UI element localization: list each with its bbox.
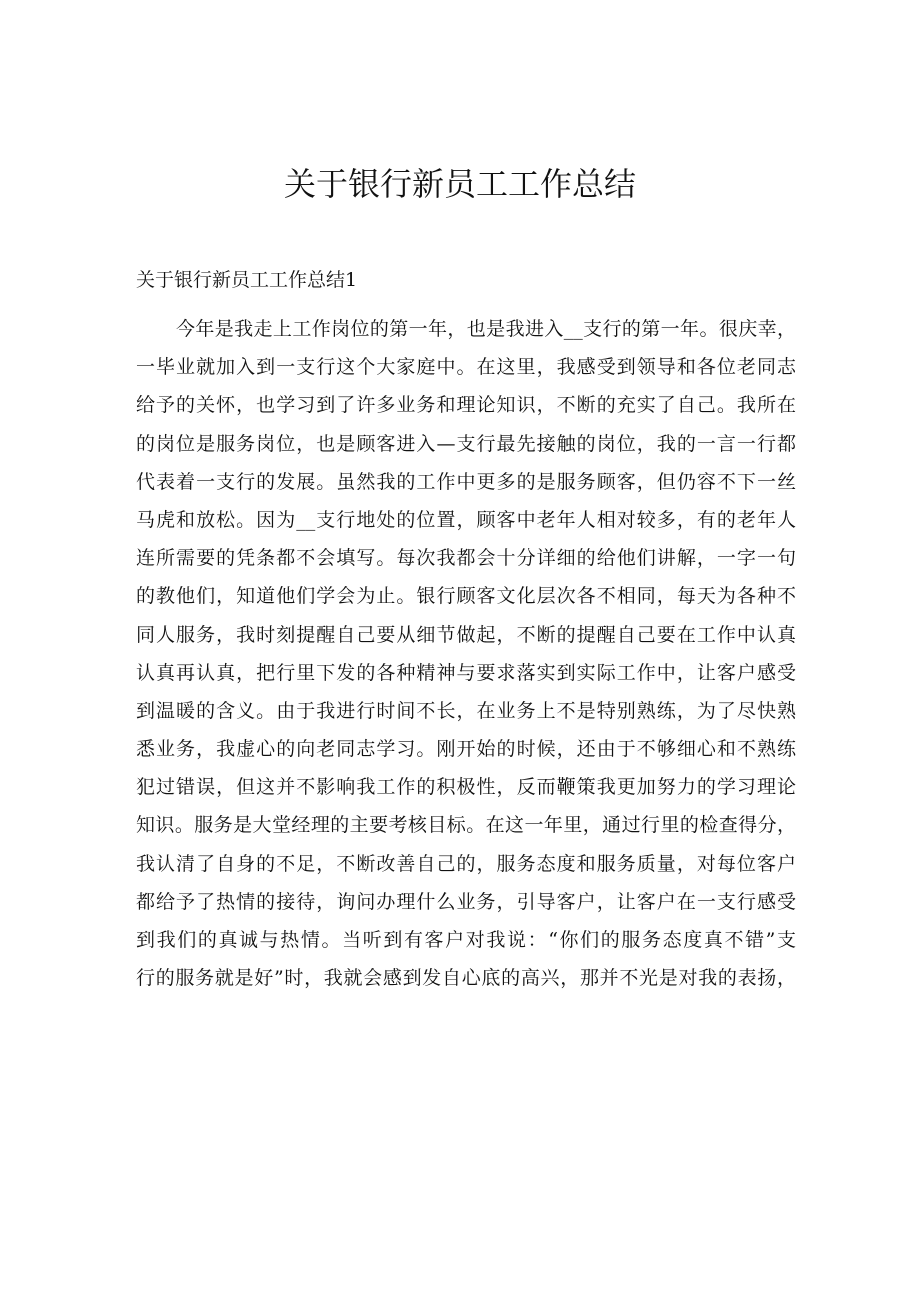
paragraph-line: 知识。服务是大堂经理的主要考核目标。在这一年里，通过行里的检查得分，: [136, 814, 796, 837]
paragraph-line: 都给予了热情的接待，询问办理什么业务，引导客户，让客户在一支行感受: [136, 890, 796, 913]
paragraph-line: 到我们的真诚与热情。当听到有客户对我说：“你们的服务态度真不错”支: [136, 929, 796, 951]
section-heading: 关于银行新员工工作总结1: [136, 269, 358, 291]
paragraph-line: 给予的关怀，也学习到了许多业务和理论知识，不断的充实了自己。我所在: [136, 394, 796, 417]
paragraph-line: 连所需要的凭条都不会填写。每次我都会十分详细的给他们讲解，一字一句: [136, 547, 796, 570]
paragraph-line: 同人服务，我时刻提醒自己要从细节做起，不断的提醒自己要在工作中认真: [136, 623, 796, 646]
paragraph-line: 的岗位是服务岗位，也是顾客进入—支行最先接触的岗位，我的一言一行都: [136, 432, 796, 455]
paragraph-line: 我认清了自身的不足，不断改善自己的，服务态度和服务质量，对每位客户: [136, 852, 796, 875]
paragraph-line: 代表着一支行的发展。虽然我的工作中更多的是服务顾客，但仍容不下一丝: [136, 470, 796, 493]
paragraph-line: 行的服务就是好”时，我就会感到发自心底的高兴，那并不光是对我的表扬，: [136, 967, 796, 990]
paragraph-line: 到温暖的含义。由于我进行时间不长，在业务上不是特别熟练，为了尽快熟: [136, 699, 796, 722]
paragraph-line: 认真再认真，把行里下发的各种精神与要求落实到实际工作中，让客户感受: [136, 661, 796, 684]
paragraph-line: 马虎和放松。因为__支行地处的位置，顾客中老年人相对较多，有的老年人: [136, 508, 796, 531]
body-paragraph: [136, 310, 796, 997]
paragraph-line: 悉业务，我虚心的向老同志学习。刚开始的时候，还由于不够细心和不熟练: [136, 738, 796, 761]
paragraph-line: 今年是我走上工作岗位的第一年，也是我进入__支行的第一年。很庆幸，: [176, 318, 796, 340]
paragraph-line: 犯过错误，但这并不影响我工作的积极性，反而鞭策我更加努力的学习理论: [136, 776, 796, 799]
document-title: 关于银行新员工工作总结: [283, 165, 636, 203]
paragraph-line: 一毕业就加入到一支行这个大家庭中。在这里，我感受到领导和各位老同志: [136, 356, 796, 379]
paragraph-line: 的教他们，知道他们学会为止。银行顾客文化层次各不相同，每天为各种不: [136, 585, 796, 608]
